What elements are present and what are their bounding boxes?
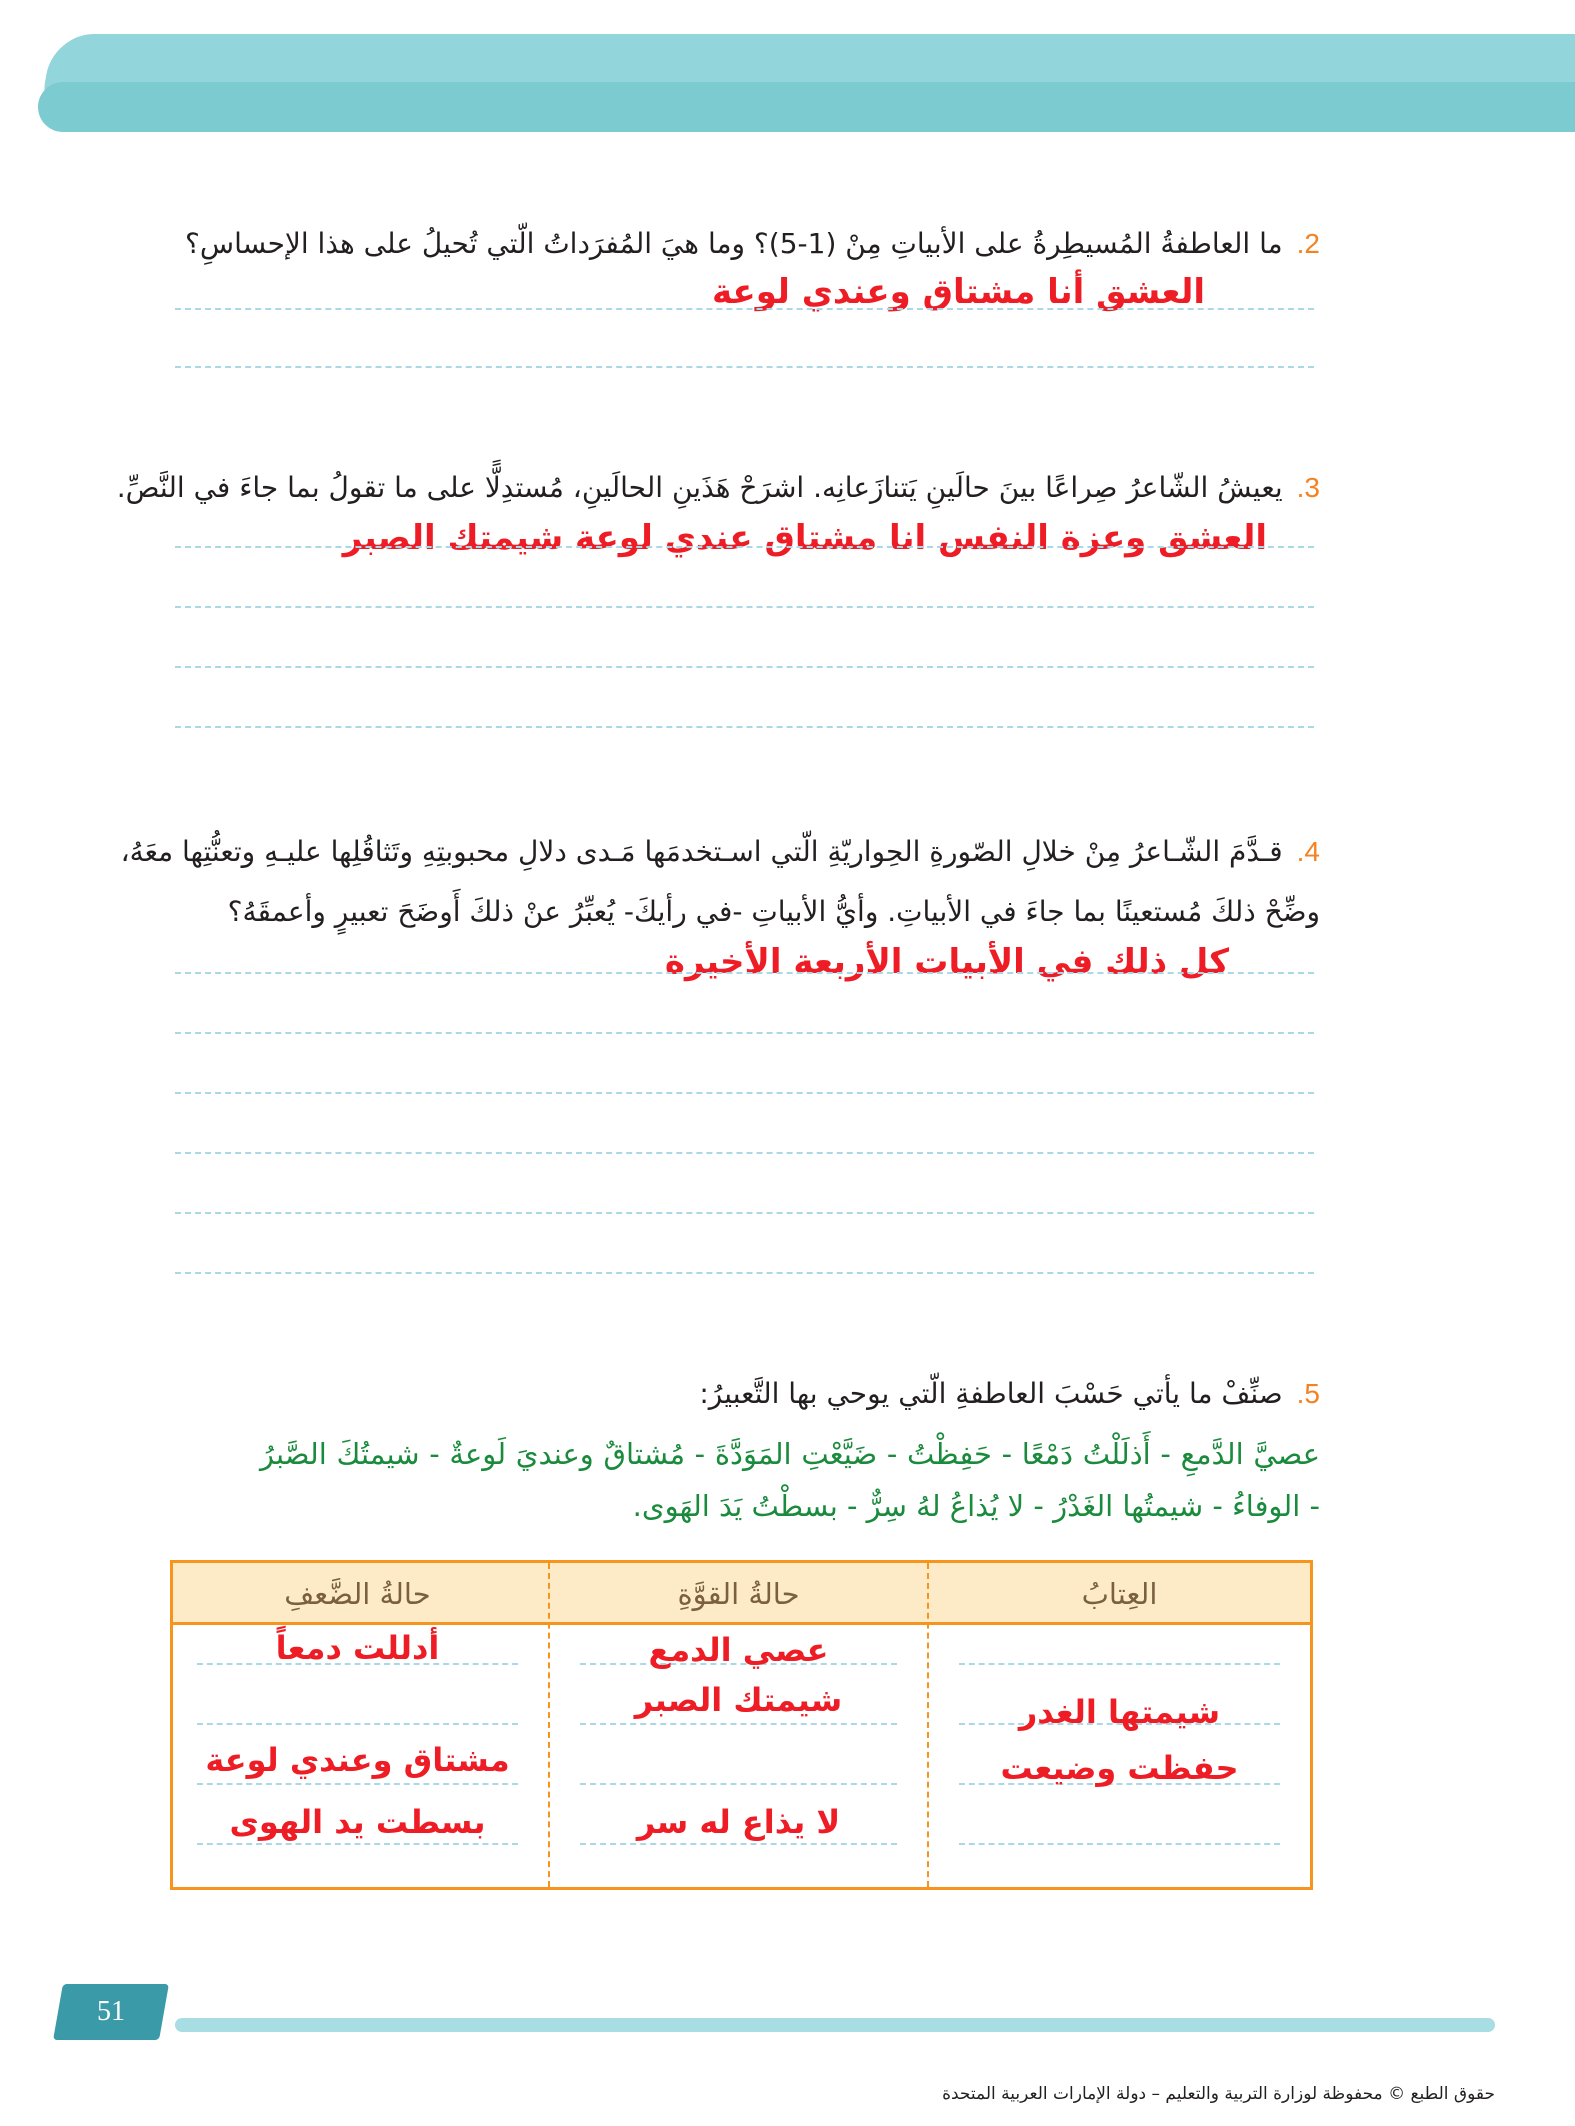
question-4-line-2: وضِّحْ ذلكَ مُستعينًا بما جاءَ في الأبياتِ. وأيُّ الأبياتِ -في رأيكَ- يُعبِّرُ عنْ ذلكَ أَوضَحَ تعبيرٍ وأعمقَهُ؟ <box>227 895 1320 928</box>
table-column-strength <box>548 1563 929 1887</box>
page-number: 51 <box>97 1996 125 2027</box>
table-answer-line <box>197 1723 518 1725</box>
classification-table <box>170 1560 1313 1890</box>
question-5-expressions: عصيَّ الدَّمعِ - أَذلَلْتُ دَمْعًا - حَفِظْتُ - ضَيَّعْتِ المَوَدَّةَ - مُشتاقٌ وعنديَ لَوعةٌ - شيمتُكَ الصَّبرُ - الوفاءُ - شيمتُها الغَدْرُ - لا يُذاعُ لهُ سِرٌّ - بسطْتُ يَدَ الهَوى. <box>260 1437 1320 1523</box>
table-cell: شيمتك الصبر <box>634 1681 843 1719</box>
question-4-text-1: قـدَّمَ الشّـاعرُ مِنْ خلالِ الصّورةِ الحِواريّةِ الّتي اسـتخدمَها مَـدى دلالِ محبوبتِهِ وتَثاقُلِها عليـهِ وتعنُّتِها معَهُ، <box>120 835 1283 868</box>
table-answer-line <box>580 1783 897 1785</box>
table-header-reproach: العِتابُ <box>1081 1577 1158 1611</box>
table-header-strength: حالةُ القوَّةِ <box>677 1577 800 1611</box>
question-2-text: ما العاطفةُ المُسيطِرةُ على الأبياتِ مِنْ (1-5)؟ وما هيَ المُفرَداتُ الّتي تُحيلُ على هذا الإحساسِ؟ <box>185 227 1283 260</box>
table-answer-line <box>197 1783 518 1785</box>
answer-line <box>175 726 1314 728</box>
question-3-answer: العشق وعزة النفس انا مشتاق عندي لوعة شيمتك الصبر <box>342 518 1267 558</box>
question-3 <box>117 468 1320 508</box>
question-2 <box>185 224 1320 264</box>
table-column-weakness <box>167 1563 548 1887</box>
answer-line <box>175 1152 1314 1154</box>
table-answer-line <box>959 1843 1280 1845</box>
answer-line <box>175 308 1314 310</box>
copyright-notice: حقوق الطبع © محفوظة لوزارة التربية والتعليم – دولة الإمارات العربية المتحدة <box>942 2084 1495 2104</box>
answer-line <box>175 546 1314 548</box>
table-cell: حفظت وضيعت <box>1000 1749 1239 1787</box>
question-5-number: 5. <box>1296 1378 1320 1409</box>
table-cell: أدللت دمعاً <box>275 1629 440 1667</box>
answer-line <box>175 1092 1314 1094</box>
table-answer-line <box>959 1663 1280 1665</box>
header-band <box>38 34 1575 134</box>
answer-line <box>175 606 1314 608</box>
question-5 <box>699 1374 1320 1414</box>
answer-line <box>175 972 1314 974</box>
table-column-reproach <box>929 1563 1310 1887</box>
question-5-text: صنِّفْ ما يأتي حَسْبَ العاطفةِ الّتي يوحي بها التَّعبيرُ: <box>699 1377 1283 1410</box>
question-2-number: 2. <box>1296 228 1320 259</box>
answer-line <box>175 1032 1314 1034</box>
table-answer-line <box>580 1723 897 1725</box>
header-band-front <box>38 82 1575 132</box>
table-cell: لا يذاع له سر <box>636 1803 841 1841</box>
question-4-line-1 <box>121 832 1320 872</box>
question-4-answer: كل ذلك في الأبيات الأربعة الأخيرة <box>664 942 1229 982</box>
table-cell: بسطت يد الهوى <box>229 1803 486 1841</box>
answer-line <box>175 1272 1314 1274</box>
footer-band <box>175 2018 1495 2032</box>
answer-line <box>175 666 1314 668</box>
question-3-number: 3. <box>1296 472 1320 503</box>
table-header-weakness: حالةُ الضَّعفِ <box>284 1577 431 1611</box>
table-cell: مشتاق وعندي لوعة <box>205 1741 510 1779</box>
table-cell: شيمتها الغدر <box>1018 1693 1221 1731</box>
question-4-number: 4. <box>1296 836 1320 867</box>
table-cell: عصي الدمع <box>648 1631 829 1669</box>
question-2-answer: العشق أنا مشتاق وعندي لوعة <box>711 272 1205 312</box>
table-answer-line <box>197 1843 518 1845</box>
answer-line <box>175 1212 1314 1214</box>
answer-line <box>175 366 1314 368</box>
table-answer-line <box>580 1843 897 1845</box>
question-3-text: يعيشُ الشّاعرُ صِراعًا بينَ حالَينِ يَتنازَعانِه. اشرَحْ هَذَينِ الحالَينِ، مُستدِلًّا على ما تقولُ بما جاءَ في النَّصِّ. <box>116 471 1283 504</box>
